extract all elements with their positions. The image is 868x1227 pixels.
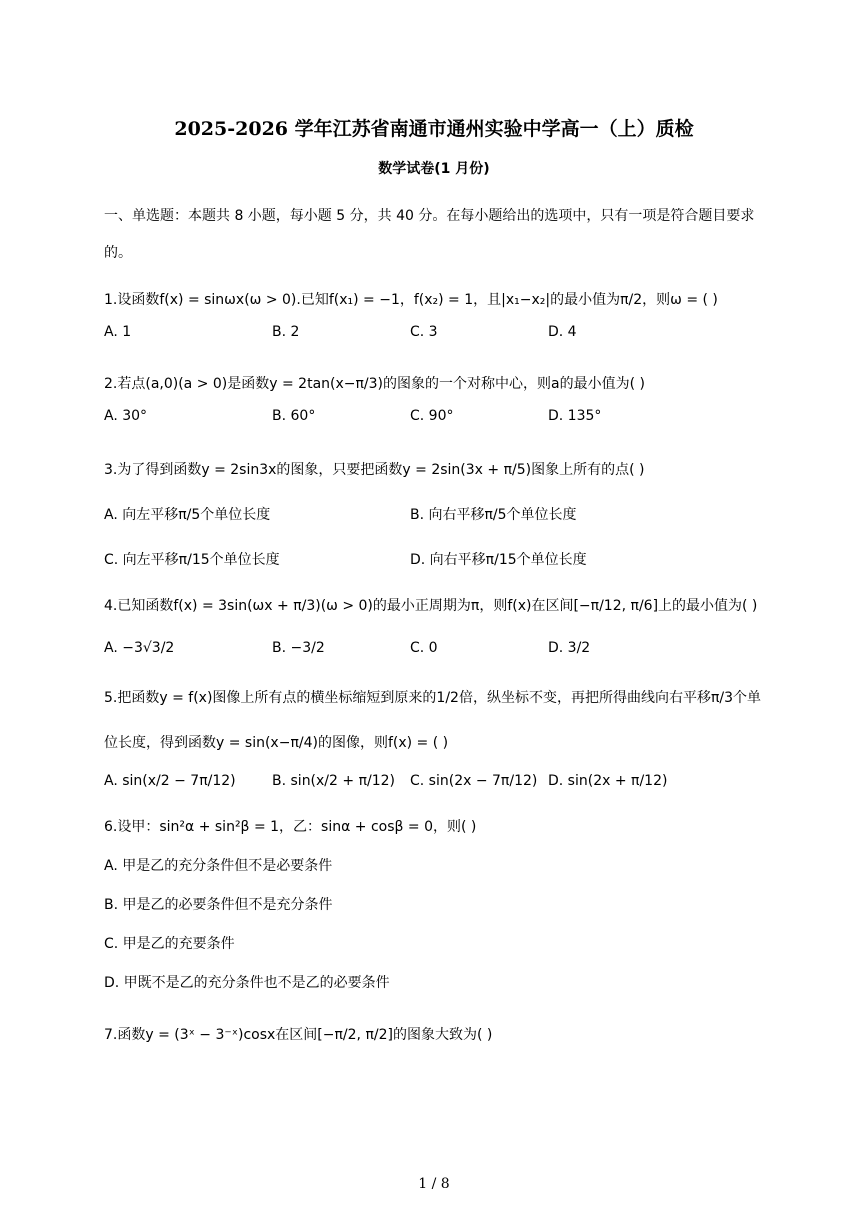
question-4-option-b: B. −3/2 [272,640,325,656]
question-5-option-d: D. sin(2x + π/12) [548,773,668,789]
section-heading: 一、单选题：本题共 8 小题，每小题 5 分，共 40 分。在每小题给出的选项中，只有一项是符合题目要求的。 [104,208,755,261]
question-4-option-c: C. 0 [410,640,438,656]
question-6-option-b: B. 甲是乙的必要条件但不是充分条件 [104,897,333,913]
question-5-option-c: C. sin(2x − 7π/12) [410,773,538,789]
question-4-stem: 4.已知函数f(x) = 3sin(ωx + π/3)(ω > 0)的最小正周期为π，则f(x)在区间[−π/12, π/6]上的最小值为( ) [104,598,758,614]
question-7-stem: 7.函数y = (3ˣ − 3⁻ˣ)cosx在区间[−π/2, π/2]的图象大致为( ) [104,1027,493,1043]
question-3-option-b: B. 向右平移π/5个单位长度 [410,507,577,523]
question-2-option-c: C. 90° [410,408,454,424]
question-3-option-d: D. 向右平移π/15个单位长度 [410,552,587,568]
question-1-option-d: D. 4 [548,324,577,340]
question-4-option-a: A. −3√3/2 [104,640,175,656]
question-5-stem-line2: 位长度，得到函数y = sin(x−π/4)的图像，则f(x) = ( ) [104,735,449,751]
question-3-option-a: A. 向左平移π/5个单位长度 [104,507,271,523]
question-1-option-a: A. 1 [104,324,132,340]
question-2-option-d: D. 135° [548,408,602,424]
page-subtitle: 数学试卷(1 月份) [378,161,490,177]
question-6-option-a: A. 甲是乙的充分条件但不是必要条件 [104,858,333,874]
question-5-option-a: A. sin(x/2 − 7π/12) [104,773,236,789]
question-5-option-b: B. sin(x/2 + π/12) [272,773,395,789]
question-4-option-d: D. 3/2 [548,640,591,656]
page-number: 1 / 8 [418,1176,450,1192]
question-1-stem: 1.设函数f(x) = sinωx(ω > 0).已知f(x₁) = −1，f(x₂) = 1，且|x₁−x₂|的最小值为π/2，则ω = ( ) [104,292,718,308]
question-3-option-c: C. 向左平移π/15个单位长度 [104,552,280,568]
question-2-option-a: A. 30° [104,408,148,424]
question-2-stem: 2.若点(a,0)(a > 0)是函数y = 2tan(x−π/3)的图象的一个对称中心，则a的最小值为( ) [104,376,645,392]
question-5-stem-line1: 5.把函数y = f(x)图像上所有点的横坐标缩短到原来的1/2倍，纵坐标不变，再把所得曲线向右平移π/3个单 [104,690,761,706]
question-6-option-c: C. 甲是乙的充要条件 [104,936,235,952]
question-6-stem: 6.设甲：sin²α + sin²β = 1，乙：sinα + cosβ = 0，则( ) [104,819,477,835]
question-1-option-b: B. 2 [272,324,300,340]
question-6-option-d: D. 甲既不是乙的充分条件也不是乙的必要条件 [104,975,390,991]
question-1-option-c: C. 3 [410,324,438,340]
question-3-stem: 3.为了得到函数y = 2sin3x的图象，只要把函数y = 2sin(3x + π/5)图象上所有的点( ) [104,462,645,478]
page-title: 2025-2026 学年江苏省南通市通州实验中学高一（上）质检 [174,118,694,140]
question-2-option-b: B. 60° [272,408,316,424]
